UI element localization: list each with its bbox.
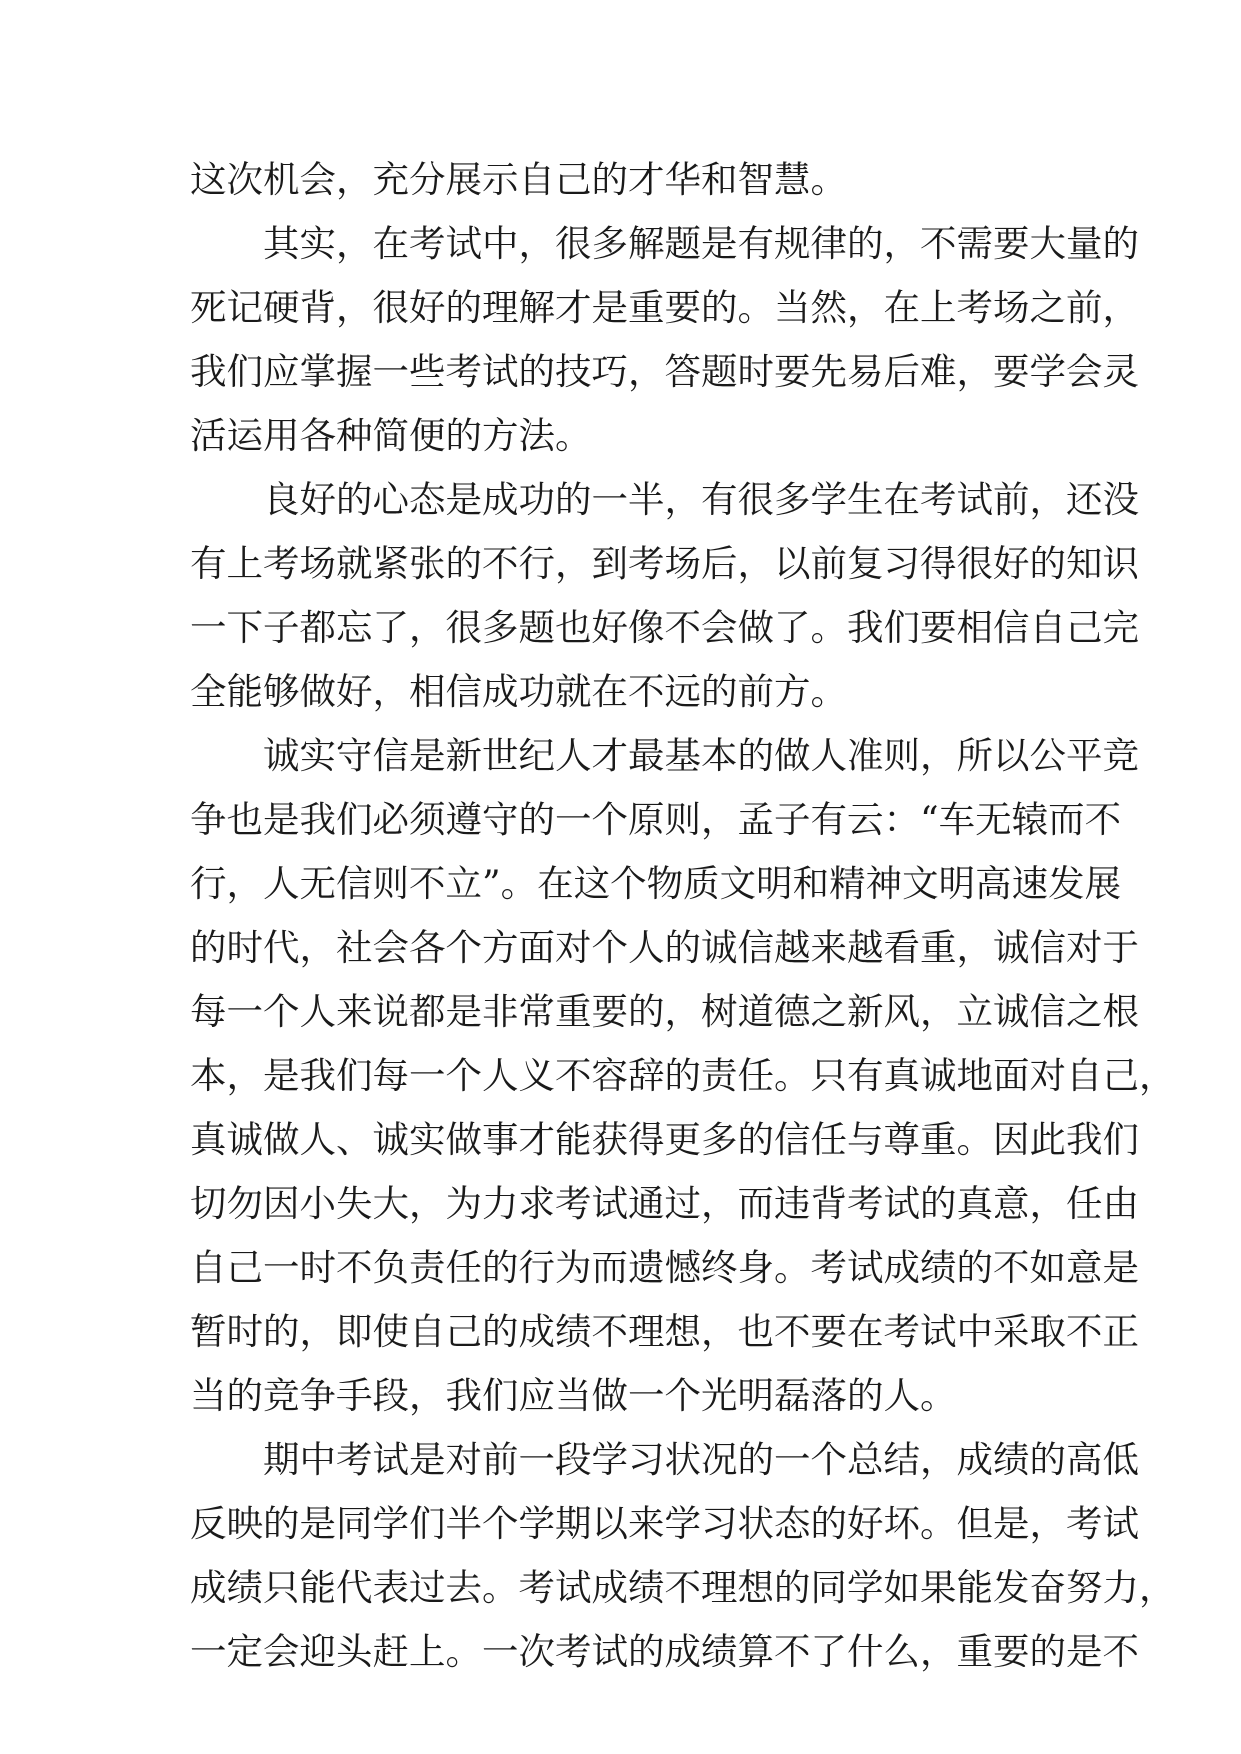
text-line: 行，人无信则不立”。在这个物质文明和精神文明高速发展 [190,862,1122,905]
text-line: 一下子都忘了，很多题也好像不会做了。我们要相信自己完 [190,606,1139,649]
text-line: 暂时的，即使自己的成绩不理想，也不要在考试中采取不正 [190,1310,1139,1353]
text-line: 全能够做好，相信成功就在不远的前方。 [190,670,847,713]
text-line: 这次机会，充分展示自己的才华和智慧。 [190,158,847,201]
text-line: 成绩只能代表过去。考试成绩不理想的同学如果能发奋努力， [190,1566,1176,1609]
text-line: 当的竞争手段，我们应当做一个光明磊落的人。 [190,1374,957,1417]
text-line: 死记硬背，很好的理解才是重要的。当然，在上考场之前， [190,286,1139,329]
text-line: 一定会迎头赶上。一次考试的成绩算不了什么，重要的是不 [190,1630,1139,1673]
paragraph-start-line: 期中考试是对前一段学习状况的一个总结，成绩的高低 [263,1438,1139,1481]
paragraph-start-line: 其实，在考试中，很多解题是有规律的，不需要大量的 [263,222,1139,265]
text-line: 争也是我们必须遵守的一个原则，孟子有云：“车无辕而不 [190,798,1122,841]
text-line: 本，是我们每一个人义不容辞的责任。只有真诚地面对自己， [190,1054,1176,1097]
text-line: 切勿因小失大，为力求考试通过，而违背考试的真意，任由 [190,1182,1139,1225]
body-text [190,148,1176,1684]
text-line: 的时代，社会各个方面对个人的诚信越来越看重，诚信对于 [190,926,1139,969]
paragraph-start-line: 诚实守信是新世纪人才最基本的做人准则，所以公平竞 [263,734,1139,777]
text-line: 有上考场就紧张的不行，到考场后，以前复习得很好的知识 [190,542,1139,585]
text-line: 反映的是同学们半个学期以来学习状态的好坏。但是，考试 [190,1502,1139,1545]
paragraph-start-line: 良好的心态是成功的一半，有很多学生在考试前，还没 [263,478,1139,521]
text-line: 真诚做人、诚实做事才能获得更多的信任与尊重。因此我们 [190,1118,1139,1161]
text-line: 我们应掌握一些考试的技巧，答题时要先易后难，要学会灵 [190,350,1139,393]
text-line: 活运用各种简便的方法。 [190,414,592,457]
text-line: 自己一时不负责任的行为而遗憾终身。考试成绩的不如意是 [190,1246,1139,1289]
text-line: 每一个人来说都是非常重要的，树道德之新风，立诚信之根 [190,990,1139,1033]
